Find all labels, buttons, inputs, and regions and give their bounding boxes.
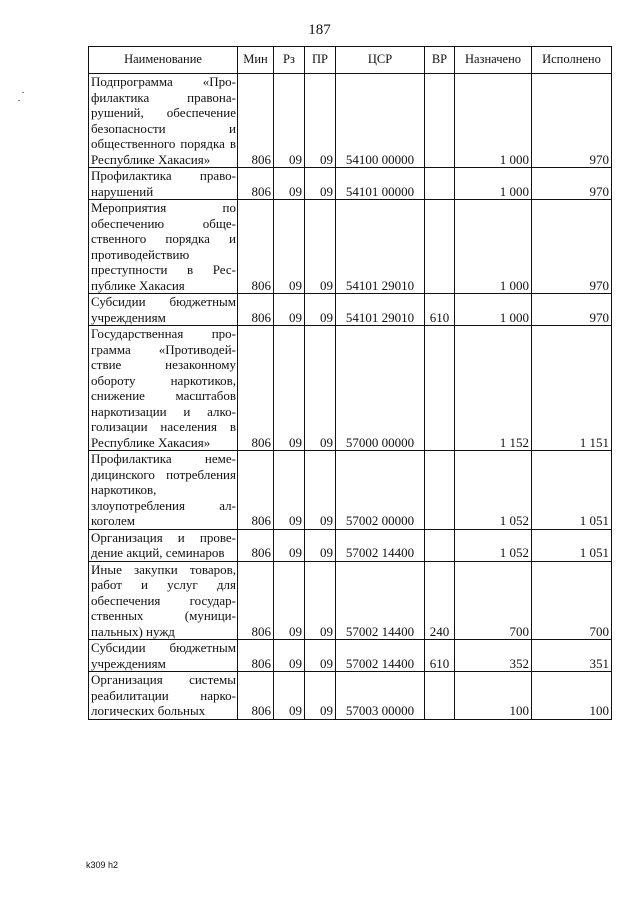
row-min: 806 bbox=[238, 326, 274, 451]
table-row bbox=[89, 561, 612, 640]
row-name: Организация системы реабилитации наркологических больных bbox=[89, 672, 238, 720]
table-row bbox=[89, 640, 612, 672]
row-assigned: 1 052 bbox=[455, 451, 532, 530]
header-executed: Исполнено bbox=[532, 47, 612, 74]
scan-speck bbox=[18, 100, 20, 101]
row-name: Профилактика правонарушений bbox=[89, 168, 238, 200]
header-name: Наименование bbox=[89, 47, 238, 74]
header-csr: ЦСР bbox=[336, 47, 425, 74]
row-executed: 970 bbox=[532, 200, 612, 294]
header-rz: Рз bbox=[274, 47, 305, 74]
row-pr: 09 bbox=[305, 561, 336, 640]
row-rz: 09 bbox=[274, 640, 305, 672]
row-pr: 09 bbox=[305, 74, 336, 168]
row-min: 806 bbox=[238, 168, 274, 200]
row-assigned: 100 bbox=[455, 672, 532, 720]
row-rz: 09 bbox=[274, 74, 305, 168]
row-rz: 09 bbox=[274, 200, 305, 294]
row-min: 806 bbox=[238, 529, 274, 561]
row-assigned: 352 bbox=[455, 640, 532, 672]
table-row bbox=[89, 168, 612, 200]
row-pr: 09 bbox=[305, 529, 336, 561]
row-csr: 57002 14400 bbox=[336, 561, 425, 640]
row-min: 806 bbox=[238, 294, 274, 326]
row-min: 806 bbox=[238, 672, 274, 720]
row-vr bbox=[425, 451, 455, 530]
table-row bbox=[89, 529, 612, 561]
row-csr: 57003 00000 bbox=[336, 672, 425, 720]
row-vr bbox=[425, 200, 455, 294]
row-rz: 09 bbox=[274, 451, 305, 530]
row-name: Подпрограмма «Профилактика правонарушений, обеспечение безопасности и общественного порядка в Республике Хакасия» bbox=[89, 74, 238, 168]
row-vr bbox=[425, 672, 455, 720]
table-row bbox=[89, 74, 612, 168]
row-vr: 610 bbox=[425, 640, 455, 672]
table-row bbox=[89, 200, 612, 294]
table-header-row bbox=[89, 47, 612, 74]
row-executed: 700 bbox=[532, 561, 612, 640]
table-row bbox=[89, 326, 612, 451]
header-pr: ПР bbox=[305, 47, 336, 74]
row-executed: 100 bbox=[532, 672, 612, 720]
row-executed: 1 051 bbox=[532, 451, 612, 530]
row-csr: 57002 00000 bbox=[336, 451, 425, 530]
row-executed: 1 051 bbox=[532, 529, 612, 561]
row-rz: 09 bbox=[274, 672, 305, 720]
row-rz: 09 bbox=[274, 529, 305, 561]
row-pr: 09 bbox=[305, 326, 336, 451]
row-name: Профилактика немедицинского потребления наркотиков, злоупотребления алкоголем bbox=[89, 451, 238, 530]
row-min: 806 bbox=[238, 74, 274, 168]
row-vr: 610 bbox=[425, 294, 455, 326]
row-assigned: 1 000 bbox=[455, 294, 532, 326]
row-vr: 240 bbox=[425, 561, 455, 640]
budget-table bbox=[88, 46, 612, 720]
table-row bbox=[89, 294, 612, 326]
row-assigned: 1 052 bbox=[455, 529, 532, 561]
row-name: Мероприятия по обеспечению общественного порядка и противодействию преступности в Республике Хакасия bbox=[89, 200, 238, 294]
header-vr: ВР bbox=[425, 47, 455, 74]
header-assigned: Назначено bbox=[455, 47, 532, 74]
row-csr: 57002 14400 bbox=[336, 640, 425, 672]
row-vr bbox=[425, 74, 455, 168]
row-min: 806 bbox=[238, 200, 274, 294]
row-name: Субсидии бюджетным учреждениям bbox=[89, 640, 238, 672]
row-rz: 09 bbox=[274, 326, 305, 451]
row-name: Иные закупки товаров, работ и услуг для обеспечения государственных (муниципальных) нужд bbox=[89, 561, 238, 640]
row-csr: 54101 29010 bbox=[336, 200, 425, 294]
row-name: Государственная программа «Противодействие незаконному обороту наркотиков, снижение масштабов наркотизации и алкоголизации населения в Республике Хакасия» bbox=[89, 326, 238, 451]
row-min: 806 bbox=[238, 640, 274, 672]
footer-code: k309 h2 bbox=[86, 860, 119, 870]
row-assigned: 1 000 bbox=[455, 200, 532, 294]
row-rz: 09 bbox=[274, 168, 305, 200]
row-pr: 09 bbox=[305, 200, 336, 294]
row-name: Организация и проведение акций, семинаров bbox=[89, 529, 238, 561]
row-csr: 54101 00000 bbox=[336, 168, 425, 200]
row-min: 806 bbox=[238, 451, 274, 530]
header-min: Мин bbox=[238, 47, 274, 74]
page-number: 187 bbox=[308, 22, 331, 38]
row-executed: 351 bbox=[532, 640, 612, 672]
row-assigned: 1 000 bbox=[455, 74, 532, 168]
row-pr: 09 bbox=[305, 294, 336, 326]
row-assigned: 700 bbox=[455, 561, 532, 640]
row-executed: 1 151 bbox=[532, 326, 612, 451]
row-pr: 09 bbox=[305, 168, 336, 200]
row-csr: 54100 00000 bbox=[336, 74, 425, 168]
row-min: 806 bbox=[238, 561, 274, 640]
row-rz: 09 bbox=[274, 561, 305, 640]
row-csr: 57002 14400 bbox=[336, 529, 425, 561]
row-name: Субсидии бюджетным учреждениям bbox=[89, 294, 238, 326]
row-assigned: 1 152 bbox=[455, 326, 532, 451]
row-vr bbox=[425, 529, 455, 561]
row-assigned: 1 000 bbox=[455, 168, 532, 200]
row-pr: 09 bbox=[305, 640, 336, 672]
row-executed: 970 bbox=[532, 74, 612, 168]
row-pr: 09 bbox=[305, 672, 336, 720]
table-row bbox=[89, 672, 612, 720]
row-csr: 57000 00000 bbox=[336, 326, 425, 451]
row-vr bbox=[425, 326, 455, 451]
row-csr: 54101 29010 bbox=[336, 294, 425, 326]
row-rz: 09 bbox=[274, 294, 305, 326]
row-executed: 970 bbox=[532, 294, 612, 326]
row-pr: 09 bbox=[305, 451, 336, 530]
row-executed: 970 bbox=[532, 168, 612, 200]
scan-speck bbox=[22, 92, 24, 93]
row-vr bbox=[425, 168, 455, 200]
table-row bbox=[89, 451, 612, 530]
